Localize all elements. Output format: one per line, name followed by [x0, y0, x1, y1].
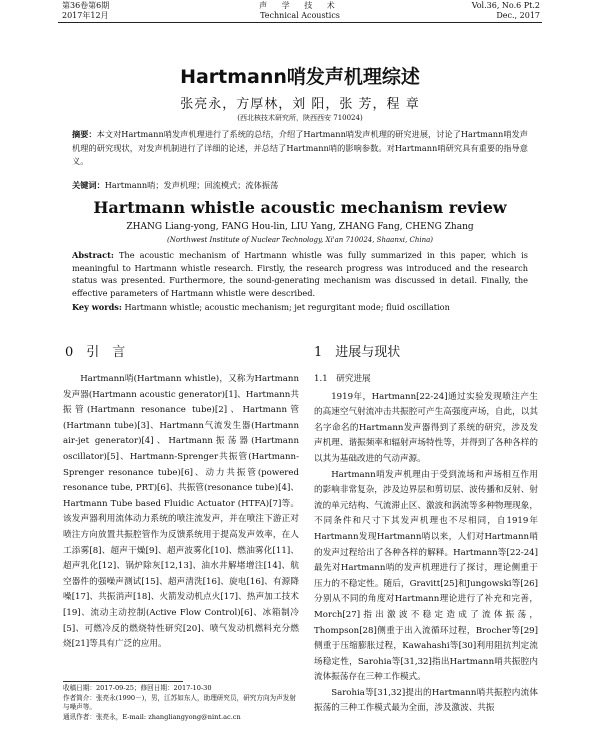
abstract-en-text: The acoustic mechanism of Hartmann whistle was fully summarized in this paper, which is meaningful to Hartmann whistle research. Firstly, the research progress was introduced and the research status was presented. Furthermore, the sound-generating mechanism was discussed in detail. Finally, the effective parameters of Hartmann whistle were described.: [72, 250, 529, 298]
keywords-en-text: Hartmann whistle; acoustic mechanism; jet regurgitant mode; fluid oscillation: [124, 302, 450, 312]
affiliation-en: (Northwest Institute of Nuclear Technology, Xi'an 710024, Shaanxi, China): [167, 236, 433, 244]
keywords-en: [72, 301, 528, 315]
volume-en: Vol.36, No.6 Pt.2: [471, 1, 540, 10]
volume-cn: 第36卷第6期: [62, 1, 110, 10]
title-cn: Hartmann哨发声机理综述: [180, 66, 420, 88]
footnotes: [63, 684, 299, 722]
running-header: [0, 0, 600, 22]
subsection-heading: 1.1 研究进展: [314, 374, 371, 384]
progress-paragraph-1: 1919年，Hartmann[22-24]通过实验发现喷注产生的高速空气射流冲击共振腔可产生高强度声场，自此，以其名字命名的Hartmann发声器得到了系统的研究，涉及发声机理、谐振频率和辐射声场特性等，并得到了各种各样的以其为基础改进的气动声源。: [314, 391, 538, 464]
affiliation-cn: (西北核技术研究所，陕西西安 710024): [237, 114, 363, 122]
footnote-author: 作者简介：张亮永(1990－)，男，江苏如东人，助理研究员，研究方向为声发射与噪声等。: [63, 693, 296, 711]
intro-paragraph: Hartmann哨(Hartmann whistle)，又称为Hartmann发声器(Hartmann acoustic generator)[1]、Hartmann共振管(Hartmann resonance tube)[2]、Hartmann管(Hartmann tube)[3]、Hartmann气流发生器(Hartmann air-jet generator)[4]、Hartmann振荡器(Hartmann oscillator)[5]、Hartmann-Sprenger共振管(Hartmann-Sprenger resonance tube)[6]、动力共振管(powered resonance tube, PRT)[6]、共振管(resonance tube)[4]、Hartmann Tube based Fluidic Actuator (HTFA)[7]等。该发声器利用流体动力系统的喷注流发声，并在喷注下游正对喷注方向放置共振腔管作为反馈系统用于提高发声效率，在人工添雾[8]、超声干燥[9]、超声波雾化[10]、燃油雾化[11]、超声乳化[12]、锅炉除灰[12,13]、油水井解堵增注[14]、航空器件的强噪声测试[15]、超声清洗[16]、旋电[16]、有源降噪[17]、共振消声[18]、火箭发动机点火[17]、热声加工技术[19]、流动主动控制(Active Flow Control)[6]、冰箱制冷[5]、可燃冷反的燃烧特性研究[20]、喷气发动机燃料充分燃烧[21]等具有广泛的应用。: [63, 374, 299, 650]
footnote-rule: [63, 681, 183, 682]
keywords-en-label: Key words:: [72, 302, 122, 312]
abstract-cn: [72, 128, 528, 169]
keywords-cn-label: 关键词：: [72, 180, 105, 190]
footnote-dates: 收稿日期：2017-09-25；修回日期：2017-10-30: [63, 684, 212, 692]
abstract-cn-label: 摘要：: [72, 129, 97, 139]
left-column: [63, 372, 299, 653]
abstract-en-label: Abstract:: [72, 250, 114, 260]
section-heading-introduction: 0 引 言: [65, 345, 126, 360]
journal-name-en: Technical Acoustics: [260, 11, 340, 20]
section-heading-progress: 1 进展与现状: [314, 345, 401, 360]
date-cn: 2017年12月: [62, 11, 109, 20]
abstract-en: [72, 249, 528, 299]
authors-en: ZHANG Liang-yong, FANG Hou-lin, LIU Yang, ZHANG Fang, CHENG Zhang: [126, 222, 474, 232]
date-en: Dec., 2017: [496, 11, 540, 20]
authors-cn: 张亮永，方厚林，刘 阳，张 芳，程 章: [180, 97, 420, 112]
progress-paragraph-2: Hartmann哨发声机理由于受到流场和声场相互作用的影响非常复杂，涉及边界层和剪切层、波传播和反射、射流的单元结构、气流滞止区、激波和涡流等多种物理现象，不同条件和尺寸下其发声机理也不尽相同，自1919年Hartmann发现Hartmann哨以来，人们对Hartmann哨的发声过程给出了各种各样的解释。Hartmann等[22-24]最先对Hartmann哨的发声机理进行了探讨，理论侧重于压力的不稳定性。随后，Gravitt[25]和Jungowski等[26]分别从不同的角度对Hartmann理论进行了补充和完善，Morch[27]指出激波不稳定造成了流体振荡，Thompson[28]侧重于出入流循环过程，Brocher等[29]侧重于压缩膨胀过程，Kawahashi等[30]利用阻抗判定流场稳定性，Sarohia等[31,32]指出Hartmann哨共振腔内流体振荡存在三种工作模式。: [314, 469, 538, 683]
journal-name-cn: 声 学 技 术: [259, 1, 341, 10]
progress-paragraph-3: Sarohia等[31,32]提出的Hartmann哨共振腔内流体振荡的三种工作模式最为全面，涉及激波、共振: [314, 687, 538, 714]
right-column: [314, 372, 538, 717]
header-rule: [58, 22, 542, 23]
keywords-cn-text: Hartmann哨；发声机理；回流模式；流体振荡: [104, 180, 279, 190]
title-en: Hartmann whistle acoustic mechanism review: [93, 198, 507, 217]
keywords-cn: [72, 179, 528, 193]
abstract-cn-text: 本文对Hartmann哨发声机理进行了系统的总结，介绍了Hartmann哨发声机理的研究进展，讨论了Hartmann哨发声机理的研究现状，对发声机制进行了详细的论述，并总结了Hartmann哨的影响参数。对Hartmann哨研究具有重要的指导意义。: [72, 129, 528, 166]
footnote-contact: 通讯作者：张亮永，E-mail: zhangliangyong@nint.ac.cn: [63, 712, 241, 721]
